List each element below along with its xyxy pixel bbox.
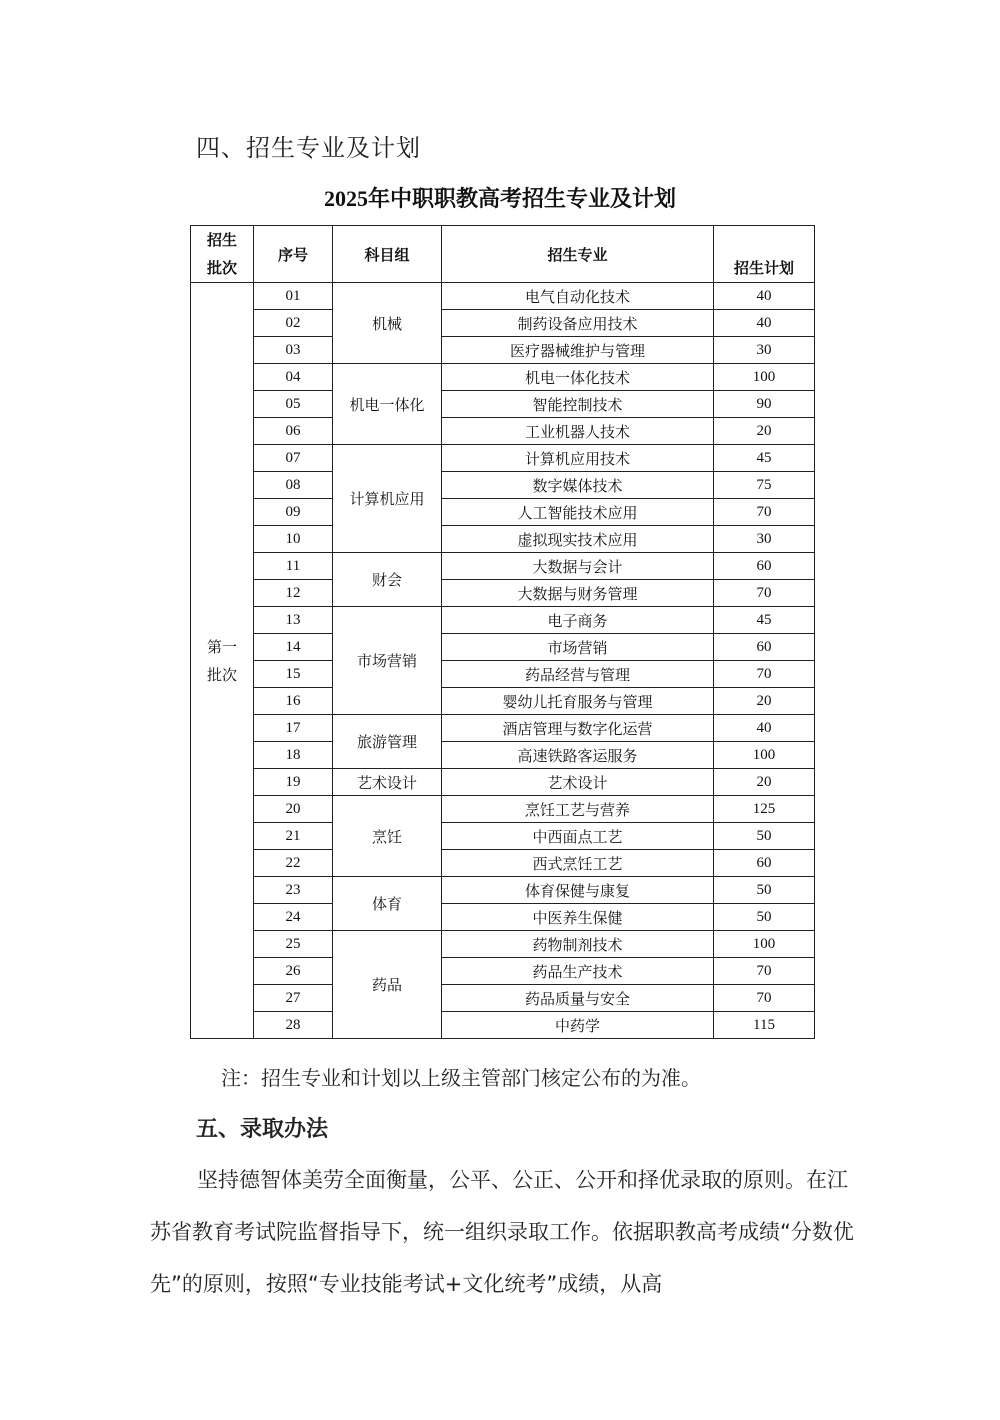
- plan-cell: 40: [714, 310, 815, 337]
- major-cell: 大数据与财务管理: [442, 580, 714, 607]
- plan-cell: 40: [714, 283, 815, 310]
- header-batch: 招生批次: [191, 226, 254, 283]
- group-cell: 艺术设计: [333, 769, 442, 796]
- seq-cell: 15: [254, 661, 333, 688]
- table-row: [191, 337, 815, 364]
- group-cell: 财会: [333, 553, 442, 607]
- group-cell: 体育: [333, 877, 442, 931]
- seq-cell: 24: [254, 904, 333, 931]
- seq-cell: 02: [254, 310, 333, 337]
- seq-cell: 07: [254, 445, 333, 472]
- seq-cell: 06: [254, 418, 333, 445]
- seq-cell: 13: [254, 607, 333, 634]
- table-title: 2025年中职职教高考招生专业及计划: [323, 186, 676, 211]
- table-row: [191, 472, 815, 499]
- table-header-row: [191, 226, 815, 283]
- major-cell: 中西面点工艺: [442, 823, 714, 850]
- table-note: 注：招生专业和计划以上级主管部门核定公布的为准。: [221, 1066, 701, 1090]
- section-heading: 四、招生专业及计划: [196, 134, 421, 162]
- seq-cell: 16: [254, 688, 333, 715]
- major-cell: 西式烹饪工艺: [442, 850, 714, 877]
- major-cell: 药物制剂技术: [442, 931, 714, 958]
- major-cell: 机电一体化技术: [442, 364, 714, 391]
- header-plan: 招生计划: [714, 226, 815, 283]
- plan-cell: 40: [714, 715, 815, 742]
- plan-cell: 90: [714, 391, 815, 418]
- major-cell: 人工智能技术应用: [442, 499, 714, 526]
- group-cell: 烹饪: [333, 796, 442, 877]
- seq-cell: 20: [254, 796, 333, 823]
- plan-cell: 100: [714, 364, 815, 391]
- seq-cell: 21: [254, 823, 333, 850]
- header-major: 招生专业: [442, 226, 714, 283]
- major-cell: 药品生产技术: [442, 958, 714, 985]
- table-row: [191, 607, 815, 634]
- major-cell: 数字媒体技术: [442, 472, 714, 499]
- plan-cell: 115: [714, 1012, 815, 1039]
- plan-cell: 70: [714, 985, 815, 1012]
- table-row: [191, 688, 815, 715]
- table-body: [191, 283, 815, 1039]
- plan-cell: 30: [714, 337, 815, 364]
- section5-heading: 五、录取办法: [196, 1117, 329, 1142]
- plan-cell: 30: [714, 526, 815, 553]
- major-cell: 艺术设计: [442, 769, 714, 796]
- group-cell: 机械: [333, 283, 442, 364]
- seq-cell: 27: [254, 985, 333, 1012]
- table-row: [191, 310, 815, 337]
- major-cell: 电子商务: [442, 607, 714, 634]
- plan-cell: 60: [714, 553, 815, 580]
- plan-cell: 20: [714, 418, 815, 445]
- plan-cell: 20: [714, 688, 815, 715]
- batch-cell: 第一批次: [191, 283, 254, 1039]
- plan-cell: 70: [714, 661, 815, 688]
- group-cell: 药品: [333, 931, 442, 1039]
- table-row: [191, 823, 815, 850]
- plan-cell: 60: [714, 634, 815, 661]
- plan-cell: 50: [714, 877, 815, 904]
- group-cell: 旅游管理: [333, 715, 442, 769]
- table-row: [191, 634, 815, 661]
- plan-cell: 75: [714, 472, 815, 499]
- header-group: 科目组: [333, 226, 442, 283]
- plan-cell: 50: [714, 823, 815, 850]
- major-cell: 市场营销: [442, 634, 714, 661]
- group-cell: 市场营销: [333, 607, 442, 715]
- major-cell: 电气自动化技术: [442, 283, 714, 310]
- table-row: [191, 391, 815, 418]
- plan-cell: 70: [714, 499, 815, 526]
- table-row: [191, 715, 815, 742]
- table-row: [191, 526, 815, 553]
- table-row: [191, 877, 815, 904]
- major-cell: 计算机应用技术: [442, 445, 714, 472]
- seq-cell: 22: [254, 850, 333, 877]
- major-cell: 医疗器械维护与管理: [442, 337, 714, 364]
- major-cell: 中医养生保健: [442, 904, 714, 931]
- major-cell: 酒店管理与数字化运营: [442, 715, 714, 742]
- group-cell: 计算机应用: [333, 445, 442, 553]
- plan-cell: 20: [714, 769, 815, 796]
- plan-cell: 70: [714, 958, 815, 985]
- table-row: [191, 931, 815, 958]
- table-row: [191, 769, 815, 796]
- major-cell: 药品质量与安全: [442, 985, 714, 1012]
- major-cell: 药品经营与管理: [442, 661, 714, 688]
- seq-cell: 08: [254, 472, 333, 499]
- seq-cell: 28: [254, 1012, 333, 1039]
- seq-cell: 09: [254, 499, 333, 526]
- seq-cell: 04: [254, 364, 333, 391]
- table-row: [191, 553, 815, 580]
- plan-cell: 100: [714, 931, 815, 958]
- seq-cell: 25: [254, 931, 333, 958]
- table-row: [191, 283, 815, 310]
- major-cell: 体育保健与康复: [442, 877, 714, 904]
- seq-cell: 12: [254, 580, 333, 607]
- major-cell: 中药学: [442, 1012, 714, 1039]
- table-row: [191, 364, 815, 391]
- seq-cell: 26: [254, 958, 333, 985]
- plan-cell: 45: [714, 445, 815, 472]
- major-cell: 虚拟现实技术应用: [442, 526, 714, 553]
- seq-cell: 19: [254, 769, 333, 796]
- enrollment-plan-table: [190, 225, 815, 1039]
- table-row: [191, 985, 815, 1012]
- seq-cell: 18: [254, 742, 333, 769]
- table-row: [191, 661, 815, 688]
- plan-cell: 125: [714, 796, 815, 823]
- table-row: [191, 958, 815, 985]
- table-row: [191, 904, 815, 931]
- section5-paragraph: 坚持德智体美劳全面衡量，公平、公正、公开和择优录取的原则。在江苏省教育考试院监督指导下，统一组织录取工作。依据职教高考成绩“分数优先”的原则，按照“专业技能考试+文化统考”成绩，从高: [150, 1168, 854, 1296]
- table-row: [191, 445, 815, 472]
- header-seq: 序号: [254, 226, 333, 283]
- table-row: [191, 850, 815, 877]
- seq-cell: 05: [254, 391, 333, 418]
- major-cell: 烹饪工艺与营养: [442, 796, 714, 823]
- seq-cell: 11: [254, 553, 333, 580]
- plan-cell: 70: [714, 580, 815, 607]
- major-cell: 智能控制技术: [442, 391, 714, 418]
- table-row: [191, 1012, 815, 1039]
- seq-cell: 23: [254, 877, 333, 904]
- plan-cell: 45: [714, 607, 815, 634]
- major-cell: 大数据与会计: [442, 553, 714, 580]
- seq-cell: 17: [254, 715, 333, 742]
- seq-cell: 14: [254, 634, 333, 661]
- plan-cell: 50: [714, 904, 815, 931]
- major-cell: 婴幼儿托育服务与管理: [442, 688, 714, 715]
- group-cell: 机电一体化: [333, 364, 442, 445]
- seq-cell: 01: [254, 283, 333, 310]
- plan-cell: 100: [714, 742, 815, 769]
- table-row: [191, 742, 815, 769]
- table-row: [191, 418, 815, 445]
- table-row: [191, 796, 815, 823]
- table-row: [191, 580, 815, 607]
- major-cell: 制药设备应用技术: [442, 310, 714, 337]
- seq-cell: 03: [254, 337, 333, 364]
- major-cell: 高速铁路客运服务: [442, 742, 714, 769]
- seq-cell: 10: [254, 526, 333, 553]
- plan-cell: 60: [714, 850, 815, 877]
- table-row: [191, 499, 815, 526]
- major-cell: 工业机器人技术: [442, 418, 714, 445]
